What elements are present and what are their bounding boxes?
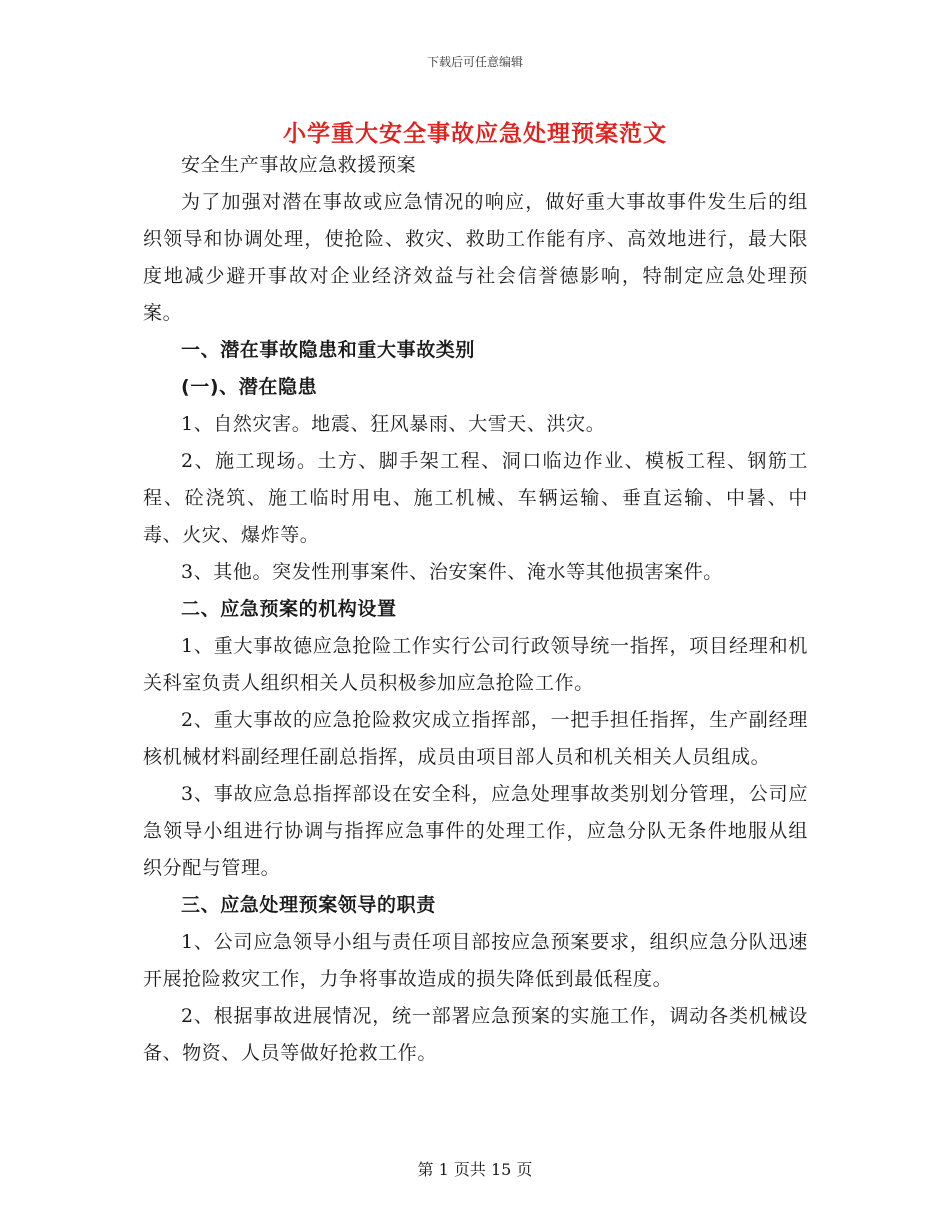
list-item: 3、其他。突发性刑事案件、治安案件、淹水等其他损害案件。 — [181, 561, 723, 583]
list-item: 1、自然灾害。地震、狂风暴雨、大雪天、洪灾。 — [181, 413, 606, 435]
intro-paragraph: 为了加强对潜在事故或应急情况的响应，做好重大事故事件发生后的组织领导和协调处理，使抢险、救灾、救助工作能有序、高效地进行，最大限度地减少避开事故对企业经济效益与社会信誉德影响，特制定应急处理预案。 — [143, 191, 808, 324]
document-title: 小学重大安全事故应急处理预案范文 — [283, 120, 667, 147]
document-body — [143, 147, 808, 1072]
subsection-heading-1: (一)、潜在隐患 — [181, 376, 318, 398]
list-item: 2、重大事故的应急抢险救灾成立指挥部，一把手担任指挥，生产副经理核机械材料副经理任副总指挥，成员由项目部人员和机关相关人员组成。 — [143, 709, 808, 768]
list-item: 2、根据事故进展情况，统一部署应急预案的实施工作，调动各类机械设备、物资、人员等做好抢救工作。 — [143, 1005, 808, 1064]
page-number-footer: 第 1 页共 15 页 — [417, 1160, 533, 1179]
header-note: 下载后可任意编辑 — [426, 55, 523, 69]
list-item: 3、事故应急总指挥部设在安全科，应急处理事故类别划分管理，公司应急领导小组进行协调与指挥应急事件的处理工作，应急分队无条件地服从组织分配与管理。 — [143, 783, 808, 879]
section-heading-2: 二、应急预案的机构设置 — [181, 598, 397, 620]
section-heading-1: 一、潜在事故隐患和重大事故类别 — [181, 339, 476, 361]
list-item: 1、公司应急领导小组与责任项目部按应急预案要求，组织应急分队迅速开展抢险救灾工作，力争将事故造成的损失降低到最低程度。 — [143, 931, 808, 990]
list-item: 1、重大事故德应急抢险工作实行公司行政领导统一指挥，项目经理和机关科室负责人组织相关人员积极参加应急抢险工作。 — [143, 635, 808, 694]
section-heading-3: 三、应急处理预案领导的职责 — [181, 894, 436, 916]
subtitle-paragraph: 安全生产事故应急救援预案 — [181, 154, 417, 176]
list-item: 2、施工现场。土方、脚手架工程、洞口临边作业、模板工程、钢筋工程、砼浇筑、施工临时用电、施工机械、车辆运输、垂直运输、中暑、中毒、火灾、爆炸等。 — [143, 450, 808, 546]
